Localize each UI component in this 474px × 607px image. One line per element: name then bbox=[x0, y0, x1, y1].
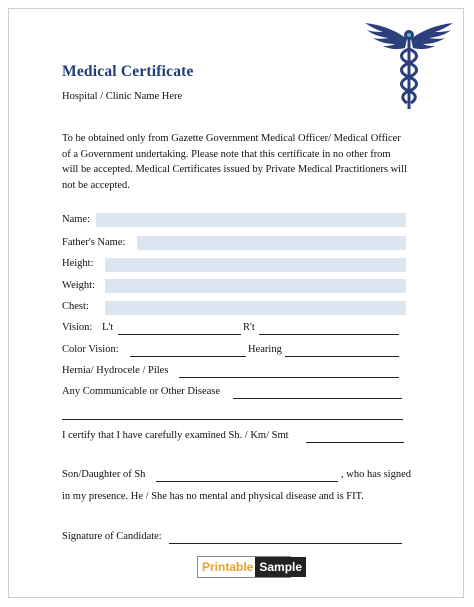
logo-text-printable: Printable bbox=[202, 560, 254, 574]
vision-left-line[interactable] bbox=[118, 334, 241, 335]
height-label: Height: bbox=[62, 258, 94, 269]
height-field[interactable] bbox=[105, 258, 406, 272]
disease-label: Any Communicable or Other Disease bbox=[62, 386, 221, 397]
page-title: Medical Certificate bbox=[62, 63, 194, 80]
signature-line[interactable] bbox=[169, 543, 402, 544]
color-vision-label: Color Vision: bbox=[62, 344, 119, 355]
vision-right-label: R't bbox=[243, 322, 255, 333]
hernia-label: Hernia/ Hydrocele / Piles bbox=[62, 365, 169, 376]
hernia-line[interactable] bbox=[179, 377, 399, 378]
weight-field[interactable] bbox=[105, 279, 406, 293]
name-field[interactable] bbox=[96, 213, 406, 227]
logo-text-sample: Sample bbox=[255, 557, 306, 577]
vision-right-line[interactable] bbox=[259, 334, 399, 335]
printable-sample-logo bbox=[197, 556, 303, 578]
signed-text: , who has signed bbox=[341, 469, 411, 480]
instructions-paragraph: To be obtained only from Gazette Government Medical Officer/ Medical Officer of a Government undertaking. Please note that this certificate in no other from will be accepted. Medical Certificates issued by Private Medical Practitioners will not be accepted. bbox=[62, 133, 407, 191]
hospital-name: Hospital / Clinic Name Here bbox=[62, 91, 183, 102]
certify-label: I certify that I have carefully examined Sh. / Km/ Smt bbox=[62, 430, 289, 441]
certify-name-line[interactable] bbox=[306, 442, 404, 443]
hearing-line[interactable] bbox=[285, 356, 399, 357]
father-name-field[interactable] bbox=[137, 236, 406, 250]
signature-label: Signature of Candidate: bbox=[62, 531, 162, 542]
disease-line[interactable] bbox=[233, 398, 402, 399]
chest-field[interactable] bbox=[105, 301, 406, 315]
hearing-label: Hearing bbox=[248, 344, 282, 355]
certificate-page bbox=[8, 8, 464, 598]
caduceus-icon bbox=[361, 13, 457, 113]
son-daughter-label: Son/Daughter of Sh bbox=[62, 469, 146, 480]
name-label: Name: bbox=[62, 214, 90, 225]
presence-statement: in my presence. He / She has no mental and physical disease and is FIT. bbox=[62, 491, 364, 502]
vision-left-label: L't bbox=[102, 322, 114, 333]
color-vision-line[interactable] bbox=[130, 356, 246, 357]
chest-label: Chest: bbox=[62, 301, 89, 312]
weight-label: Weight: bbox=[62, 280, 95, 291]
parent-name-line[interactable] bbox=[156, 481, 338, 482]
vision-label: Vision: bbox=[62, 322, 93, 333]
disease-line-2[interactable] bbox=[62, 419, 403, 420]
father-name-label: Father's Name: bbox=[62, 237, 126, 248]
